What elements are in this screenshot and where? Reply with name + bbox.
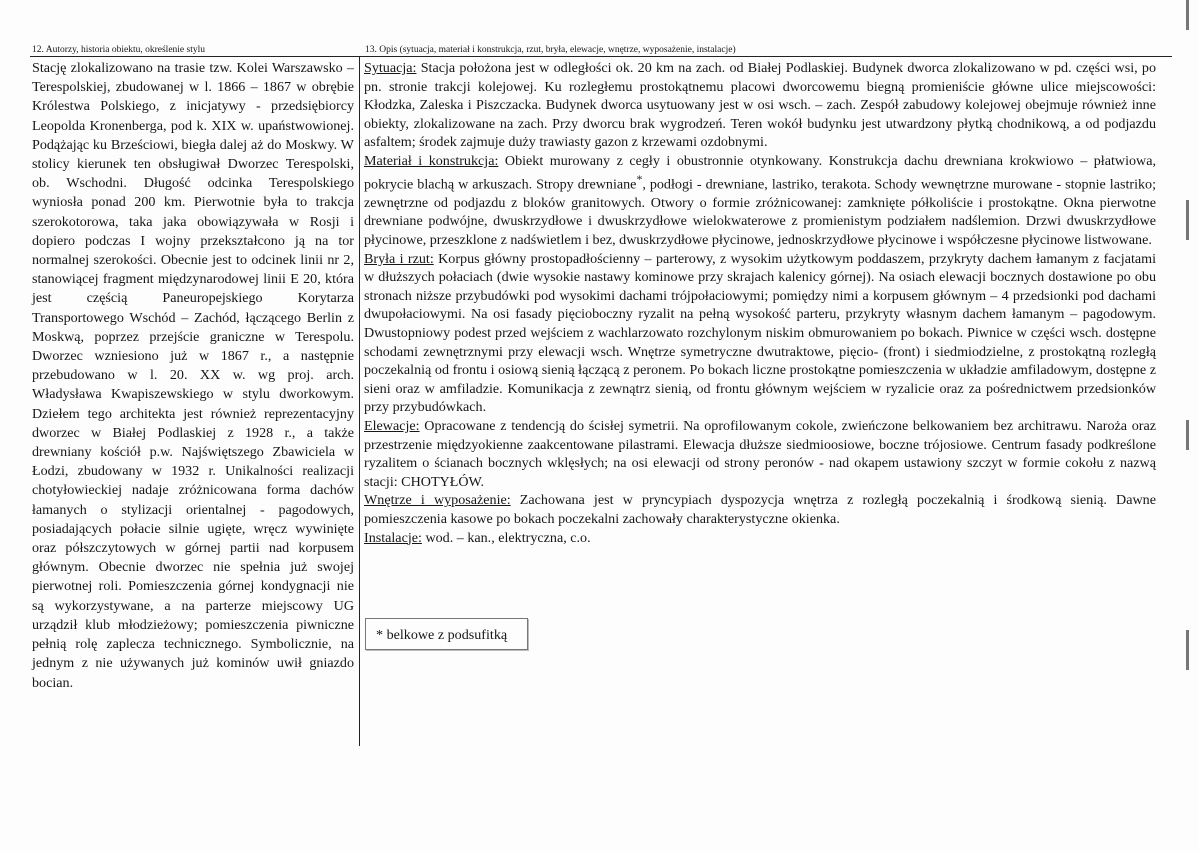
interior-label: Wnętrze i wyposażenie: [364,492,511,509]
section-13-heading: 13. Opis (sytuacja, materiał i konstrukcja, rzut, bryła, elewacje, wnętrze, wyposażenie, instalacje) [365,45,736,55]
column-divider [359,56,360,746]
form-text: Korpus główny prostopadłościenny – parterowy, z wysokim użytkowym poddaszem, przykryty dachem łamanym z facjatami w dłuższych połaciach (dwie wysokie nastawy kominowe przy skrajach kalenicy górnej). Na osiach elewacji bocznych dostawione po obu stronach niższe przybudówki pod wysokimi dachami trójpołaciowymi; pomiędzy nimi a korpusem głównym – 4 przedsionki pod dachami dwupołaciowymi. Na osi fasady pięcioboczny ryzalit na pełną wysokość parteru, przykryty własnym dachem łamanym – pagodowym. Dwustopniowy podest przed wejściem z wachlarzowato rozchylonym niskim obmurowaniem po bokach. Piwnice w części wsch. dostępne schodami zewnętrznymi przy elewacji wsch. Wnętrze symetryczne dwutraktowe, pięcio- (front) i siedmiodzielne, z prostokątną rozległą poczekalnią od frontu i osiową sienią łączącą z peronem. Po bokach liczne prostokątne pomieszczenia w układzie amfiladowym, dostępne z sieni oraz w amfiladzie. Komunikacja z zewnątrz sienią, od frontu głównym wejściem w ryzalicie oraz za pośrednictwem przedsionków przy przybudówkach. [364,250,1156,416]
footnote-box: * belkowe z podsufitką [365,618,528,650]
form-label: Bryła i rzut: [364,250,434,267]
section-12-heading: 12. Autorzy, historia obiektu, określenie stylu [32,45,205,55]
facades-label: Elewacje: [364,417,420,434]
interior-paragraph [364,491,1156,528]
installations-label: Instalacje: [364,529,422,546]
situation-label: Sytuacja: [364,60,417,76]
facades-text: Opracowane z tendencją do ścisłej symetrii. Na oprofilowanym cokole, zwieńczone belkowaniem bez architrawu. Naroża oraz przestrzenie międzyokienne zaakcentowane pilastrami. Elewacja dłuższe siedmioosiowe, boczne trójosiowe. Centrum fasady podkreślone ryzalitem o ścianach bocznych wklęsłych; na osi elewacji od strony peronów - nad okapem ustawiony szczyt w formie cokołu z nazwą stacji: CHOTYŁÓW. [364,417,1156,490]
scan-edge-mark [1186,630,1189,670]
description-column [364,59,1156,547]
material-text-b: , podłogi - drewniane, lastriko, terakota. Schody wewnętrzne murowane - stopnie lastriko; zewnętrzne od podjazdu z bloków granitowych. Otwory o formie zróżnicowanej: zamknięte półkoliście i prostokątne. Okna pierwotne drewniane podwójne, dwuskrzydłowe i dwuskrzydłowe wielokwaterowe z promienistym podziałem nadślemion. Drzwi dwuskrzydłowe płycinowe, przeszklone z nadświetlem i bez, dwuskrzydłowe płycinowe, jednoskrzydłowe płycinowe i współczesne płycinowe listwowane. [364,176,1156,249]
history-text: Stację zlokalizowano na trasie tzw. Kolei Warszawsko – Terespolskiej, zbudowanej w l. 1866 – 1867 w obrębie Królestwa Polskiego, z inicjatywy - przedsiębiorcy Leopolda Kronenberga, pod k. XIX w. upaństwowionej. Podążając ku Brześciowi, biegła dalej aż do Moskwy. W stolicy kierunek ten obsługiwał Dworzec Terespolski, ob. Wschodni. Długość odcinka Terespolskiego wyniosła ponad 200 km. Pierwotnie była to trakcja szerokotorowa, taka jaka obowiązywała w Rosji i dopiero podczas I wojny przekształcono ją na tor normalnej szerokości. Obecnie jest to odcinek linii nr 2, stanowiącej fragment międzynarodowej linii E 20, która jest częścią Paneuropejskiego Korytarza Transportowego Wschód – Zachód, łączącego Berlin z Moskwą, poprzez przejście graniczne w Terespolu. Dworzec wzniesiono już w 1867 r., a następnie przebudowano w l. 20. XX w. wg proj. arch. Władysława Kwapiszewskiego w stylu dworkowym. Dziełem tego architekta jest również reprezentacyjny dworzec w Białej Podlaskiej z 1928 r., a także drewniany kościół p.w. Najświętszego Zbawiciela w Łodzi, zbudowany w 1932 r. Unikalności realizacji chotyłowieckiej nadaje zróżnicowana forma dachów łamanych o stylizacji orientalnej - pagodowych, posiadających połacie silnie ugięte, wręcz wywinięte oraz półszczytowych w górnej partii nad korpusem głównym. Obecnie dworzec nie spełnia już swojej pierwotnej roli. Pomieszczenia górnej kondygnacji nie są wykorzystywane, a na parterze miejscowy UG urządził klub młodzieżowy; pomieszczenia piwniczne pełnią rolę zaplecza technicznego. Symbolicznie, na jednym z nie używanych już kominów uwił gniazdo bocian. [32,60,354,691]
material-label: Materiał i konstrukcja: [364,152,499,169]
interior-text: Zachowana jest w pryncypiach dyspozycja wnętrza z rozległą poczekalnią i środkową sienią. Dawne pomieszczenia kasowe po bokach poczekalni zachowały charakterystyczne okienka. [364,492,1156,527]
form-paragraph [364,250,1156,417]
installations-text: wod. – kan., elektryczna, c.o. [421,529,591,546]
scan-edge-mark [1186,0,1189,30]
header-rule [30,56,1172,57]
situation-paragraph [364,59,1156,152]
installations-paragraph [364,529,1156,548]
footnote-asterisk: * [636,172,643,186]
material-paragraph [364,152,1156,250]
situation-text: Stacja położona jest w odległości ok. 20 km na zach. od Białej Podlaskiej. Budynek dworca zlokalizowano w pd. części wsi, po pn. stronie trakcji kolejowej. Ku rozległemu prostokątnemu placowi dworcowemu biegną promieniście główne ulice miejscowości: Kłodzka, Zaleska i Piszczacka. Budynek dworca usytuowany jest w osi wsch. – zach. Zespół zabudowy kolejowej obejmuje również inne obiekty, zlokalizowane na zach. Przy dworcu brak wygrodzeń. Teren wokół budynku jest utwardzony płytką chodnikową, a od podjazdu asfaltem; środek zajmuje duży trawiasty gazon z krzewami ozdobnymi. [364,60,1156,151]
scan-edge-mark [1186,200,1189,240]
scan-edge-mark [1186,420,1189,450]
facades-paragraph [364,417,1156,491]
material-text-a: Obiekt murowany z cegły i obustronnie otynkowany. Konstrukcja dachu drewniana krokwiowo – płatwiowa, pokrycie blachą w arkuszach. Stropy drewniane [364,152,1156,193]
